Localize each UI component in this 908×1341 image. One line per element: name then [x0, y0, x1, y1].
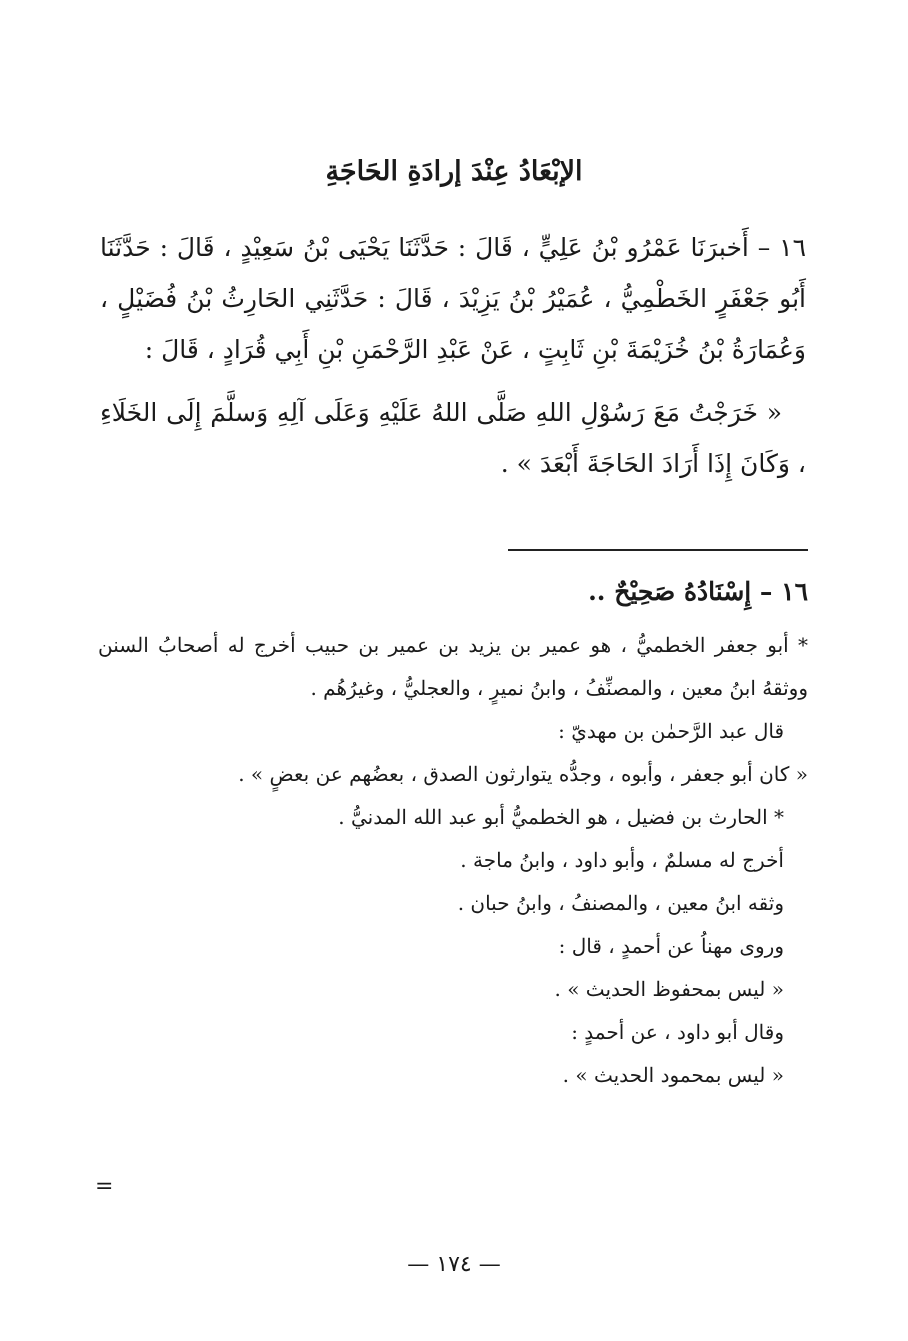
- narrator-note-harith: * الحارث بن فضيل ، هو الخطميُّ أبو عبد الله المدنيُّ .: [338, 805, 784, 829]
- harith-line: وروى مهناُ عن أحمدٍ ، قال :: [558, 934, 784, 958]
- hadith-matn: « خَرَجْتُ مَعَ رَسُوْلِ اللهِ صَلَّى اللهُ عَلَيْهِ وَعَلَى آلِهِ وَسلَّمَ إِلَى الخَلَاءِ ، وَكَانَ إِذَا أَرَادَ الحَاجَةَ أَبْعَدَ » .: [100, 398, 806, 478]
- quote-text: « كان أبو جعفر ، وأبوه ، وجدُّه يتوارثون الصدق ، بعضُهم عن بعضٍ » .: [238, 762, 808, 786]
- harith-line: « ليس بمحمود الحديث » .: [562, 1063, 784, 1087]
- harith-line: وقال أبو داود ، عن أحمدٍ :: [571, 1020, 784, 1044]
- page-number: — ١٧٤ —: [407, 1252, 501, 1277]
- harith-line: أخرج له مسلمٌ ، وأبو داود ، وابنُ ماجة .: [460, 848, 784, 872]
- commentary-heading: ١٦ – إِسْنَادُهُ صَحِيْحٌ ..: [588, 577, 808, 606]
- harith-line: « ليس بمحفوظ الحديث » .: [554, 977, 784, 1001]
- hadith-text: [100, 222, 806, 489]
- quote-intro: قال عبد الرَّحمٰن بن مهديّ :: [558, 719, 784, 743]
- footnote-divider: [508, 549, 808, 551]
- commentary-section: [98, 566, 808, 1097]
- hadith-isnad: ١٦ – أَخبرَنَا عَمْرُو بْنُ عَلِيٍّ ، قَالَ : حَدَّثَنَا يَحْيَى بْنُ سَعِيْدٍ ، قَالَ : حَدَّثَنَا أَبُو جَعْفَرٍ الخَطْمِيُّ ، عُمَيْرُ بْنُ يَزِيْدَ ، قَالَ : حَدَّثَنِي الحَارِثُ بْنُ فُضَيْلٍ ، وَعُمَارَةُ بْنُ خُزَيْمَةَ بْنِ ثَابِتٍ ، عَنْ عَبْدِ الرَّحْمَنِ بْنِ أَبِي قُرَادٍ ، قَالَ :: [100, 233, 806, 364]
- harith-line: وثقه ابنُ معين ، والمصنفُ ، وابنُ حبان .: [457, 891, 784, 915]
- continuation-mark: =: [95, 1174, 114, 1199]
- narrator-note-abu-jafar: * أبو جعفر الخطميُّ ، هو عمير بن يزيد بن عمير بن حبيب أخرج له أصحابُ السنن ووثقهُ ابنُ معين ، والمصنِّفُ ، وابنُ نميرٍ ، والعجليُّ ، وغيرُهُم .: [98, 633, 808, 700]
- chapter-title: الإبْعَادُ عِنْدَ إرادَةِ الحَاجَةِ: [325, 156, 583, 187]
